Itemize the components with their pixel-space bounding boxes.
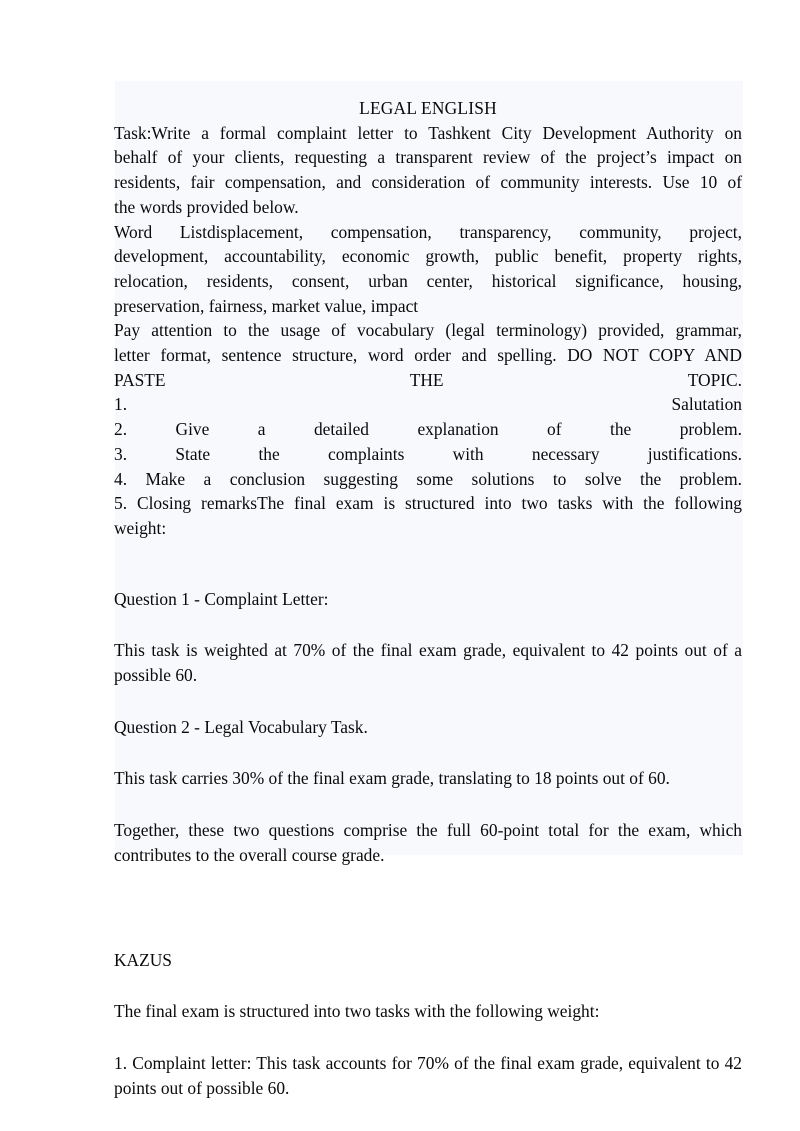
instruction-line: Pay attention to the usage of vocabulary (legal terminology) provided, grammar, xyxy=(114,320,742,341)
task-line: the words provided below. xyxy=(114,196,299,217)
block-spacer xyxy=(114,611,742,638)
task-line: residents, fair compensation, and consideration of community interests. Use 10 of xyxy=(114,172,742,193)
kazus-heading: KAZUS xyxy=(114,949,172,970)
block-spacer xyxy=(114,739,742,766)
kazus-item: 1. Complaint letter: This task accounts for 70% of the final exam grade, equivalent to 42 points out of possible 60. xyxy=(114,1052,742,1098)
question-2-heading: Question 2 - Legal Vocabulary Task. xyxy=(114,716,368,737)
word-list-line: Word Listdisplacement, compensation, transparency, community, project, xyxy=(114,221,742,242)
block-spacer xyxy=(114,791,742,818)
instruction-step: 2. Give a detailed explanation of the problem. xyxy=(114,419,742,440)
document-content xyxy=(114,96,742,1100)
kazus-intro: The final exam is structured into two tasks with the following weight: xyxy=(114,1001,600,1022)
word-list-line: preservation, fairness, market value, impact xyxy=(114,295,419,316)
instruction-line: PASTE THE TOPIC. xyxy=(114,369,742,390)
instruction-step: 5. Closing remarksThe final exam is structured into two tasks with the following xyxy=(114,493,742,514)
instruction-step: 3. State the complaints with necessary justifications. xyxy=(114,443,742,464)
instruction-step: weight: xyxy=(114,517,167,538)
block-spacer xyxy=(114,1024,742,1051)
task-line: Task:Write a formal complaint letter to Tashkent City Development Authority on xyxy=(114,122,742,143)
instruction-step: 1. Salutation xyxy=(114,394,742,415)
word-list-line: development, accountability, economic growth, public benefit, property rights, xyxy=(114,246,742,267)
question-1-heading: Question 1 - Complaint Letter: xyxy=(114,588,329,609)
block-spacer xyxy=(114,914,742,948)
exam-summary: Together, these two questions comprise the full 60-point total for the exam, which contributes to the overall course grade. xyxy=(114,820,742,865)
word-list-line: relocation, residents, consent, urban center, historical significance, housing, xyxy=(114,270,742,291)
question-2-body: This task carries 30% of the final exam grade, translating to 18 points out of 60. xyxy=(114,768,670,789)
task-brief-block xyxy=(114,121,742,541)
page-title: LEGAL ENGLISH xyxy=(359,98,497,118)
instruction-step: 4. Make a conclusion suggesting some solutions to solve the problem. xyxy=(114,468,742,489)
block-spacer xyxy=(114,868,742,914)
instruction-line: letter format, sentence structure, word order and spelling. DO NOT COPY AND xyxy=(114,345,742,366)
block-spacer xyxy=(114,972,742,999)
block-spacer xyxy=(114,541,742,587)
task-line: behalf of your clients, requesting a transparent review of the project’s impact on xyxy=(114,147,742,168)
question-1-body: This task is weighted at 70% of the final exam grade, equivalent to 42 points out of a possible 60. xyxy=(114,640,742,686)
block-spacer xyxy=(114,688,742,715)
